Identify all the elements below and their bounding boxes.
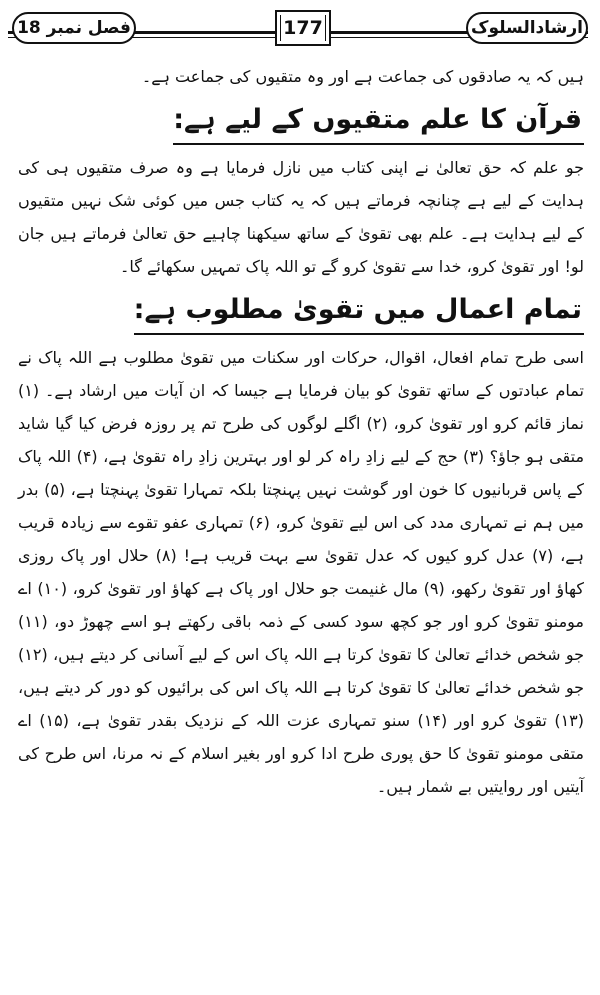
heading-wrap-1: [18, 93, 584, 151]
paragraph-intro: ہیں کہ یہ صادقوں کی جماعت ہے اور وہ متقیوں کی جماعت ہے۔: [141, 67, 584, 86]
paragraph-quran-knowledge: جو علم کہ حق تعالیٰ نے اپنی کتاب میں نازل فرمایا ہے وہ صرف متقیوں ہی کی ہدایت کے لیے ہے چنانچہ فرماتے ہیں کہ یہ کتاب جس میں کوئی شک نہیں متقیوں کے لیے ہدایت ہے۔ علم بھی تقویٰ کے ساتھ سیکھنا چاہیے حق تعالیٰ فرماتے ہیں جان لو! اور تقویٰ کرو، خدا سے تقویٰ کرو گے تو اللہ پاک تمہیں سکھائے گا۔: [18, 158, 584, 276]
book-title: ارشادالسلوک: [466, 12, 588, 44]
page-body: [18, 60, 584, 803]
heading-wrap-2: [18, 283, 584, 341]
section-heading-quran-knowledge: قرآن کا علم متقیوں کے لیے ہے:: [173, 97, 584, 145]
page-number: 177: [275, 10, 331, 46]
page-header: [4, 4, 592, 50]
chapter-label: فصل نمبر 18: [12, 12, 136, 44]
section-heading-all-deeds: تمام اعمال میں تقویٰ مطلوب ہے:: [134, 287, 584, 335]
paragraph-all-deeds: اسی طرح تمام افعال، اقوال، حرکات اور سکنات میں تقویٰ مطلوب ہے اللہ پاک نے تمام عبادتوں کے ساتھ تقویٰ کو بیان فرمایا ہے جیسا کہ ان آیات میں ارشاد ہے۔ (۱) نماز قائم کرو اور تقویٰ کرو، (۲) اگلے لوگوں کی طرح تم پر روزہ فرض کیا گیا شاید متقی ہو جاؤ؟ (۳) حج کے لیے زادِ راہ کر لو اور بہترین زادِ راہ تقویٰ ہے، (۴) اللہ پاک کے پاس قربانیوں کا خون اور گوشت نہیں پہنچتا بلکہ تمہارا تقویٰ پہنچتا ہے، (۵) بدر میں ہم نے تمہاری مدد کی اس لیے تقویٰ کرو، (۶) تمہاری عفو تقوے سے زیادہ قریب ہے، (۷) عدل کرو کیوں کہ عدل تقویٰ سے بہت قریب ہے! (۸) حلال اور پاک روزی کھاؤ اور تقویٰ رکھو، (۹) مال غنیمت جو حلال اور پاک ہے کھاؤ اور تقویٰ کرو، (۱۰) اے مومنو تقویٰ کرو اور جو کچھ سود کسی کے ذمہ باقی رکھتے ہو اسے چھوڑ دو، (۱۱) جو شخص خدائے تعالیٰ کا تقویٰ کرتا ہے اللہ پاک اس کے لیے آسانی کر دیتے ہیں، (۱۲) جو شخص خدائے تعالیٰ کا تقویٰ کرتا ہے اللہ پاک اس کی برائیوں کو دور کر دیتے ہیں، (۱۳) تقویٰ کرو اور (۱۴) سنو تمہاری عزت اللہ کے نزدیک بقدر تقویٰ ہے، (۱۵) اے متقی مومنو تقویٰ کا حق پوری طرح ادا کرو اور بغیر اسلام کے نہ مرنا، اس طرح کی آیتیں اور روایتیں بے شمار ہیں۔: [18, 348, 585, 796]
